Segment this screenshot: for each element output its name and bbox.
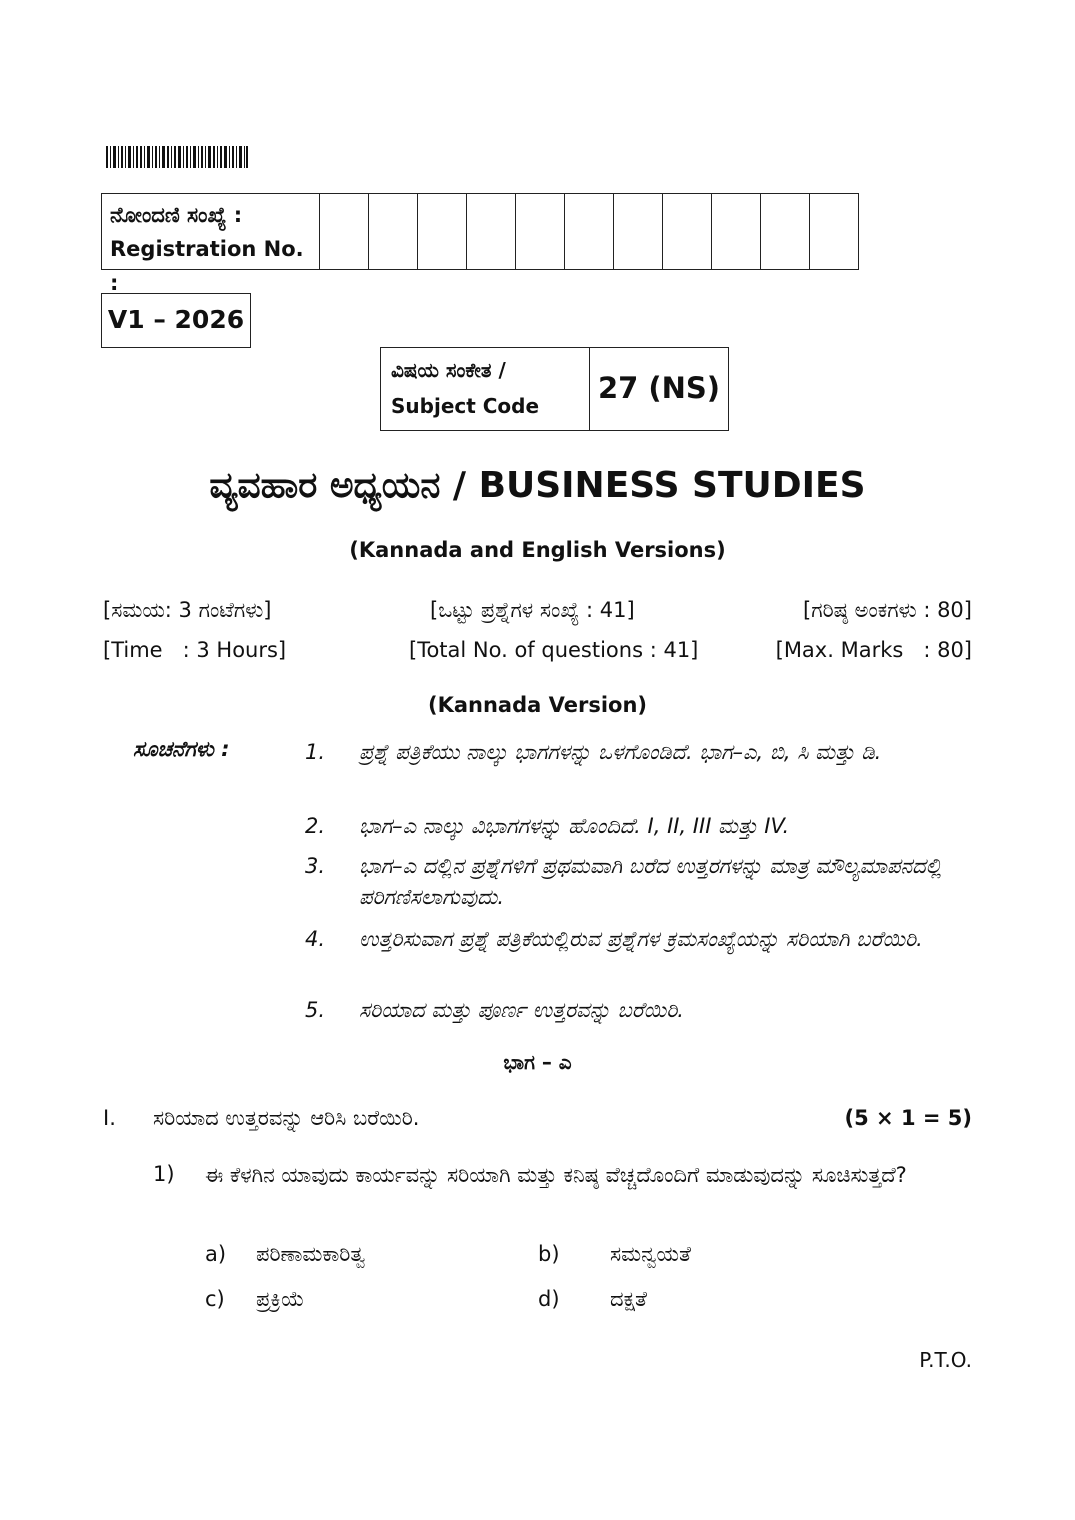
- registration-digit-cell[interactable]: [663, 194, 712, 269]
- registration-digit-cell[interactable]: [810, 194, 858, 269]
- instruction-item: [305, 924, 977, 955]
- registration-label-english: Registration No. :: [110, 237, 304, 295]
- subject-code-label-kannada: ವಿಷಯ ಸಂಕೇತ /: [391, 358, 506, 382]
- registration-digit-cell[interactable]: [418, 194, 467, 269]
- option-label: d): [538, 1287, 560, 1311]
- versions-note: (Kannada and English Versions): [349, 538, 726, 562]
- instruction-item: [305, 995, 977, 1026]
- instruction-number: 2.: [305, 814, 326, 838]
- section-instruction: ಸರಿಯಾದ ಉತ್ತರವನ್ನು ಆರಿಸಿ ಬರೆಯಿರಿ.: [153, 1106, 420, 1130]
- option-label: c): [205, 1287, 225, 1311]
- instruction-item: [305, 737, 977, 768]
- instruction-number: 1.: [305, 740, 326, 764]
- part-heading: ಭಾಗ – ಎ: [503, 1050, 572, 1074]
- registration-digit-cell[interactable]: [614, 194, 663, 269]
- option-label: b): [538, 1242, 560, 1266]
- registration-digit-cell[interactable]: [369, 194, 418, 269]
- registration-digit-cell[interactable]: [565, 194, 614, 269]
- instruction-text: ಉತ್ತರಿಸುವಾಗ ಪ್ರಶ್ನೆ ಪತ್ರಿಕೆಯಲ್ಲಿರುವ ಪ್ರಶ್ನೆಗಳ ಕ್ರಮಸಂಖ್ಯೆಯನ್ನು ಸರಿಯಾಗಿ ಬರೆಯಿರಿ.: [359, 927, 923, 951]
- registration-label: [102, 194, 320, 295]
- subject-code-box: [380, 347, 729, 431]
- option-label: a): [205, 1242, 227, 1266]
- option-text: ಪರಿಣಾಮಕಾರಿತ್ವ: [256, 1242, 366, 1266]
- instruction-text: ಭಾಗ–ಎ ನಾಲ್ಕು ವಿಭಾಗಗಳನ್ನು ಹೊಂದಿದೆ. I, II, III ಮತ್ತು IV.: [359, 814, 790, 838]
- section-numeral: I.: [103, 1106, 116, 1130]
- version-heading: (Kannada Version): [427, 693, 647, 717]
- barcode: [106, 146, 248, 168]
- registration-number-box: [101, 193, 859, 295]
- total-questions-kannada: [ಒಟ್ಟು ಪ್ರಶ್ನೆಗಳ ಸಂಖ್ಯೆ : 41]: [430, 598, 635, 622]
- instruction-text: ಸರಿಯಾದ ಮತ್ತು ಪೂರ್ಣ ಉತ್ತರವನ್ನು ಬರೆಯಿರಿ.: [359, 998, 684, 1022]
- time-kannada: [ಸಮಯ: 3 ಗಂಟೆಗಳು]: [103, 598, 272, 622]
- registration-digit-cell[interactable]: [761, 194, 810, 269]
- instructions-label: ಸೂಚನೆಗಳು :: [133, 737, 230, 761]
- section-marks: (5 × 1 = 5): [844, 1106, 972, 1130]
- total-questions-english: [Total No. of questions : 41]: [409, 638, 699, 662]
- time-english: [Time : 3 Hours]: [103, 638, 287, 662]
- subject-code-label-english: Subject Code: [391, 394, 540, 418]
- question-text: ಈ ಕೆಳಗಿನ ಯಾವುದು ಕಾರ್ಯವನ್ನು ಸರಿಯಾಗಿ ಮತ್ತು ಕನಿಷ್ಠ ವೆಚ್ಚದೊಂದಿಗೆ ಮಾಡುವುದನ್ನು ಸೂಚಿಸುತ್ತದೆ?: [205, 1163, 907, 1187]
- instruction-item: [305, 811, 977, 842]
- registration-digit-cell[interactable]: [516, 194, 565, 269]
- instruction-text: ಭಾಗ–ಎ ದಲ್ಲಿನ ಪ್ರಶ್ನೆಗಳಿಗೆ ಪ್ರಥಮವಾಗಿ ಬರೆದ ಉತ್ತರಗಳನ್ನು ಮಾತ್ರ ಮೌಲ್ಯಮಾಪನದಲ್ಲಿ ಪರಿಗಣಿಸಲಾಗುವುದು.: [359, 854, 942, 909]
- version-code-box: V1 – 2026: [101, 293, 251, 348]
- page-turn-over: P.T.O.: [919, 1348, 972, 1372]
- max-marks-kannada: [ಗರಿಷ್ಠ ಅಂಕಗಳು : 80]: [803, 598, 972, 622]
- registration-label-kannada: ನೋಂದಣಿ ಸಂಖ್ಯೆ :: [110, 203, 243, 227]
- registration-digit-cell[interactable]: [320, 194, 369, 269]
- instruction-item: [305, 851, 977, 913]
- paper-title: ವ್ಯವಹಾರ ಅಧ್ಯಯನ / BUSINESS STUDIES: [209, 465, 866, 506]
- option-text: ಪ್ರಕ್ರಿಯೆ: [256, 1287, 305, 1311]
- registration-digit-cells: [320, 194, 858, 269]
- max-marks-english: [Max. Marks : 80]: [775, 638, 972, 662]
- instruction-number: 5.: [305, 998, 326, 1022]
- instruction-number: 4.: [305, 927, 326, 951]
- instruction-number: 3.: [305, 854, 326, 878]
- option-text: ದಕ್ಷತೆ: [610, 1287, 647, 1311]
- instruction-text: ಪ್ರಶ್ನೆ ಪತ್ರಿಕೆಯು ನಾಲ್ಕು ಭಾಗಗಳನ್ನು ಒಳಗೊಂಡಿದೆ. ಭಾಗ–ಎ, ಬಿ, ಸಿ ಮತ್ತು ಡಿ.: [359, 740, 882, 764]
- registration-digit-cell[interactable]: [467, 194, 516, 269]
- option-text: ಸಮನ್ವಯತೆ: [610, 1242, 692, 1266]
- registration-digit-cell[interactable]: [712, 194, 761, 269]
- question-number: 1): [153, 1162, 175, 1186]
- subject-code-label: [381, 348, 590, 430]
- subject-code-value: 27 (NS): [597, 371, 721, 405]
